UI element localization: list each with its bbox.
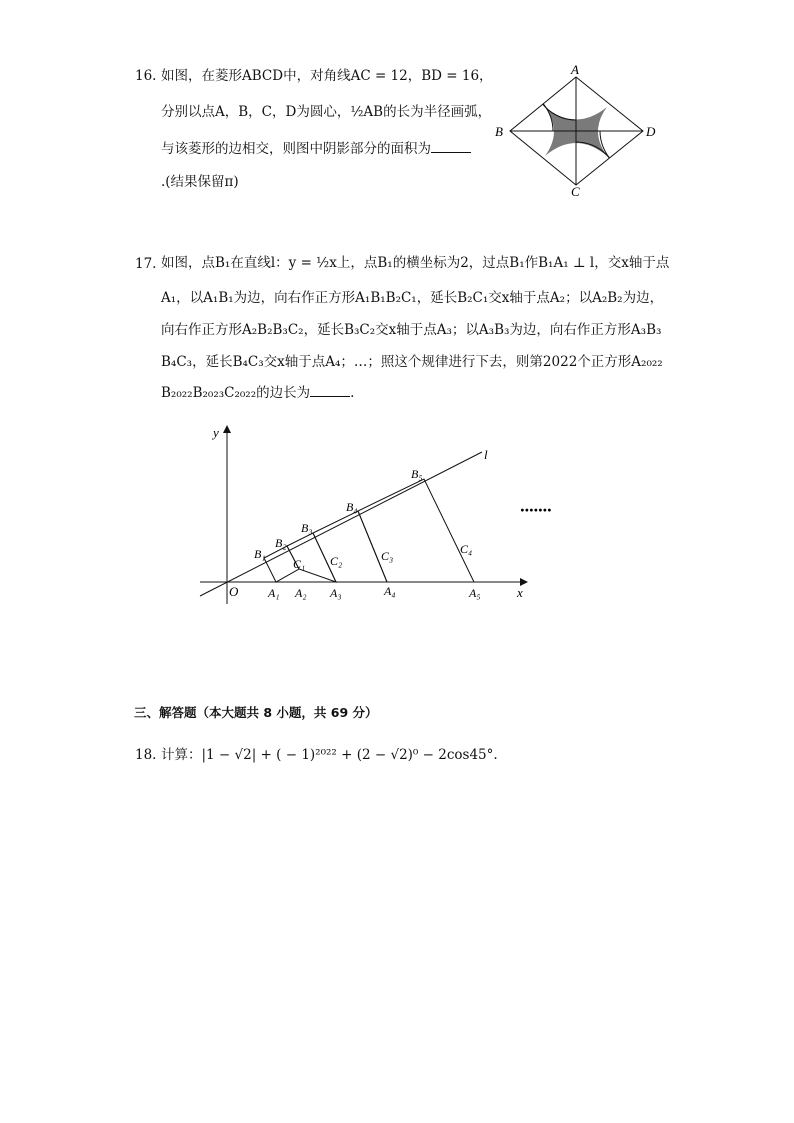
label-a4: A₄ — [384, 584, 396, 598]
q16-line-3-text: 与该菱形的边相交，则图中阴影部分的面积为 — [161, 141, 431, 157]
q17-number: 17. — [135, 256, 157, 272]
q17-line-5-text: B₂₀₂₂B₂₀₂₃C₂₀₂₂的边长为 — [161, 385, 311, 401]
label-b: B — [495, 124, 503, 139]
label-a5: A₅ — [469, 586, 481, 600]
label-b3: B₃ — [301, 521, 313, 535]
line-l — [200, 452, 482, 596]
q16-line-3 — [161, 139, 471, 159]
rhombus-figure — [490, 60, 670, 200]
section-3-title: 三、解答题（本大题共 8 小题，共 69 分） — [134, 705, 378, 720]
q17-line-5-end: . — [350, 385, 355, 401]
q16-line-4: .(结果保留π) — [161, 174, 239, 190]
q16-number: 16. — [135, 68, 157, 84]
label-c4: C₄ — [460, 542, 473, 556]
label-a: A — [571, 62, 579, 77]
q17-line-3: 向右作正方形A₂B₂B₃C₂，延长B₃C₂交x轴于点A₃；以A₃B₃为边，向右作正方形A₃B₃ — [161, 322, 662, 338]
label-o: O — [229, 584, 239, 599]
q18-number: 18. — [135, 747, 157, 763]
label-y: y — [213, 425, 219, 440]
continuation-dots: ······· — [520, 500, 552, 520]
label-a1: A₁ — [268, 586, 280, 600]
q17-line-4: B₄C₃，延长B₄C₃交x轴于点A₄；…；照这个规律进行下去，则第2022个正方形A₂₀₂₂ — [161, 354, 663, 370]
label-b5: B₅ — [411, 467, 423, 481]
q17-line-1: 如图，点B₁在直线l：y = ½x上，点B₁的横坐标为2，过点B₁作B₁A₁ ⊥ l，交x轴于点 — [161, 255, 670, 271]
label-x: x — [517, 585, 523, 600]
label-a3: A₃ — [330, 586, 342, 600]
q18-text: 计算：|1 − √2| + ( − 1)²⁰²² + (2 − √2)⁰ − 2cos45°. — [161, 747, 498, 763]
squares-figure — [190, 420, 610, 610]
q16-line-1: 如图，在菱形ABCD中，对角线AC = 12，BD = 16， — [161, 68, 493, 84]
q16-answer-blank — [431, 152, 471, 153]
label-b2: B₂ — [275, 536, 287, 550]
label-c1: C₁ — [293, 557, 306, 571]
label-c2: C₂ — [330, 554, 343, 568]
q16-line-2: 分别以点A，B，C，D为圆心，½AB的长为半径画弧， — [161, 104, 492, 120]
q17-line-2: A₁，以A₁B₁为边，向右作正方形A₁B₁B₂C₁，延长B₂C₁交x轴于点A₂；以A₂B₂为边， — [161, 290, 664, 306]
label-b4: B₄ — [346, 500, 358, 514]
label-d: D — [646, 124, 656, 139]
label-l: l — [484, 447, 488, 462]
label-b1: B₁ — [254, 547, 266, 561]
label-c3: C₃ — [381, 549, 394, 563]
q17-answer-blank — [310, 396, 350, 397]
q17-line-5 — [161, 383, 354, 403]
label-c: C — [571, 184, 580, 199]
label-a2: A₂ — [295, 586, 307, 600]
